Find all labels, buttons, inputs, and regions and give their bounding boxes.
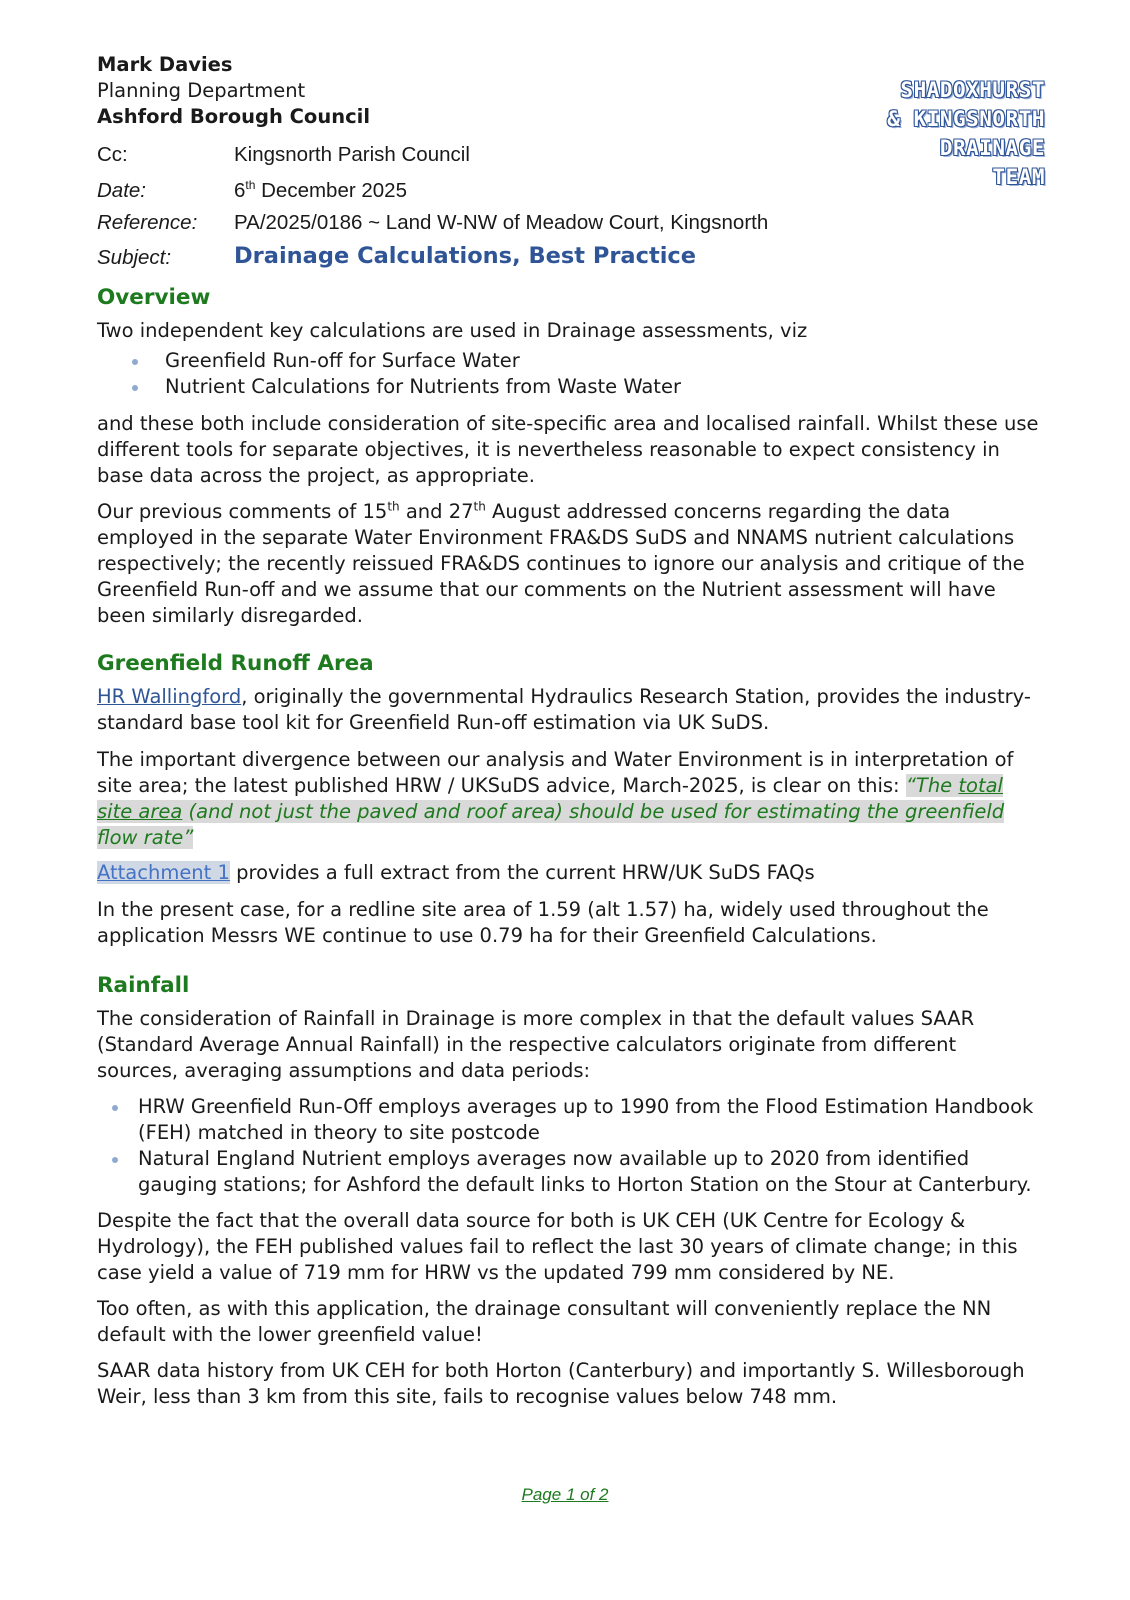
rainfall-paragraph-3 xyxy=(97,1296,1072,1348)
rainfall-paragraph-1 xyxy=(97,1006,1072,1084)
text-line: been similarly disregarded. xyxy=(97,604,363,627)
text-line: base data across the project, as appropriate. xyxy=(97,464,535,487)
text-span: , originally the governmental Hydraulics Research Station, provides the industry- xyxy=(241,685,1031,708)
hr-wallingford-link[interactable]: HR Wallingford xyxy=(97,685,242,708)
rainfall-paragraph-4 xyxy=(97,1358,1072,1410)
date-day: 6 xyxy=(234,179,246,202)
bullet-dot xyxy=(132,359,138,365)
text-line: sources, averaging assumptions and data periods: xyxy=(97,1059,591,1082)
overview-heading: Overview xyxy=(97,285,211,310)
date-value xyxy=(234,179,407,203)
cc-label: Cc: xyxy=(97,143,128,166)
text-line: Too often, as with this application, the drainage consultant will conveniently replace the NN xyxy=(97,1297,992,1320)
text-span: provides a full extract from the current HRW/UK SuDS FAQs xyxy=(229,861,815,884)
text-span: (and not just the paved and roof area) should be used for estimating the greenfield xyxy=(182,800,1005,823)
text-span: August addressed concerns regarding the data xyxy=(485,500,951,523)
text-line: application Messrs WE continue to use 0.79 ha for their Greenfield Calculations. xyxy=(97,924,877,947)
quote-highlight xyxy=(97,800,1004,823)
overview-paragraph-2 xyxy=(97,499,1072,629)
text-line: Weir, less than 3 km from this site, fails to recognise values below 748 mm. xyxy=(97,1385,838,1408)
text-line: Natural England Nutrient employs averages now available up to 2020 from identified xyxy=(138,1147,970,1170)
text-line: case yield a value of 719 mm for HRW vs the updated 799 mm considered by NE. xyxy=(97,1261,895,1284)
rainfall-heading: Rainfall xyxy=(97,973,190,998)
text-span: and 27 xyxy=(399,500,474,523)
text-span: Our previous comments of 15 xyxy=(97,500,388,523)
date-suffix: th xyxy=(245,178,256,193)
page-number: Page 1 of 2 xyxy=(521,1485,609,1504)
text-line: respectively; the recently reissued FRA&DS continues to ignore our analysis and critique of the xyxy=(97,552,1025,575)
logo-line: DRAINAGE xyxy=(939,136,1045,160)
drainage-team-logo xyxy=(840,76,1045,192)
greenfield-paragraph-3 xyxy=(97,860,1072,886)
text-line: Despite the fact that the overall data source for both is UK CEH (UK Centre for Ecology & xyxy=(97,1209,966,1232)
quote-highlight: flow rate” xyxy=(97,826,194,849)
text-line: Greenfield Run-off and we assume that our comments on the Nutrient assessment will have xyxy=(97,578,996,601)
text-line: The important divergence between our analysis and Water Environment is in interpretation of xyxy=(97,748,1014,771)
logo-line: SHADOXHURST xyxy=(900,78,1045,102)
overview-paragraph-1 xyxy=(97,411,1072,489)
text-line xyxy=(97,773,1072,799)
text-line: In the present case, for a redline site area of 1.59 (alt 1.57) ha, widely used throughout the xyxy=(97,898,989,921)
recipient-name: Mark Davies xyxy=(97,53,233,76)
text-line: and these both include consideration of site-specific area and localised rainfall. Whilst these use xyxy=(97,412,1039,435)
recipient-department: Planning Department xyxy=(97,79,306,102)
greenfield-paragraph-2 xyxy=(97,747,1072,851)
text-line xyxy=(97,684,1072,710)
bullet-dot xyxy=(112,1157,118,1163)
text-line xyxy=(97,799,1072,825)
text-line: standard base tool kit for Greenfield Run-off estimation via UK SuDS. xyxy=(97,711,770,734)
text-span: total xyxy=(958,774,1003,797)
greenfield-paragraph-4 xyxy=(97,897,1072,949)
rainfall-bullet-2 xyxy=(138,1146,1032,1198)
ordinal-suffix: th xyxy=(473,499,486,514)
text-line: employed in the separate Water Environment FRA&DS SuDS and NNAMS nutrient calculations xyxy=(97,526,1015,549)
attachment-1-link[interactable]: Attachment 1 xyxy=(97,861,230,884)
logo-line: & KINGSNORTH xyxy=(887,107,1045,131)
text-line: HRW Greenfield Run-Off employs averages up to 1990 from the Flood Estimation Handbook xyxy=(138,1095,1034,1118)
text-line: different tools for separate objectives, it is nevertheless reasonable to expect consistency in xyxy=(97,438,1000,461)
logo-line: TEAM xyxy=(992,165,1045,189)
overview-bullet: Greenfield Run-off for Surface Water xyxy=(165,349,520,372)
quote-highlight xyxy=(906,774,1003,797)
text-line: gauging stations; for Ashford the default links to Horton Station on the Stour at Canterbury. xyxy=(138,1173,1032,1196)
text-line xyxy=(97,860,1072,886)
text-line: The consideration of Rainfall in Drainage is more complex in that the default values SAAR xyxy=(97,1007,975,1030)
greenfield-heading: Greenfield Runoff Area xyxy=(97,651,374,676)
text-line xyxy=(97,499,1072,525)
ordinal-suffix: th xyxy=(387,499,400,514)
cc-value: Kingsnorth Parish Council xyxy=(234,143,470,166)
bullet-dot xyxy=(132,385,138,391)
overview-intro: Two independent key calculations are used in Drainage assessments, viz xyxy=(97,319,808,342)
rainfall-paragraph-2 xyxy=(97,1208,1072,1286)
subject-label: Subject: xyxy=(97,246,172,269)
reference-label: Reference: xyxy=(97,211,198,234)
text-line: (FEH) matched in theory to site postcode xyxy=(138,1121,540,1144)
subject-value: Drainage Calculations, Best Practice xyxy=(234,243,697,269)
text-line: default with the lower greenfield value! xyxy=(97,1323,483,1346)
date-label: Date: xyxy=(97,179,146,202)
overview-bullet: Nutrient Calculations for Nutrients from Waste Water xyxy=(165,375,681,398)
text-line: (Standard Average Annual Rainfall) in the respective calculators originate from different xyxy=(97,1033,957,1056)
text-line xyxy=(97,825,1072,851)
text-span: site area; the latest published HRW / UKSuDS advice, March-2025, is clear on this: xyxy=(97,774,906,797)
recipient-council: Ashford Borough Council xyxy=(97,105,371,128)
rainfall-bullet-1 xyxy=(138,1094,1033,1146)
text-span: site area xyxy=(97,800,183,823)
bullet-dot xyxy=(112,1105,118,1111)
text-line: SAAR data history from UK CEH for both Horton (Canterbury) and importantly S. Willesborough xyxy=(97,1359,1025,1382)
text-span: “The xyxy=(905,774,959,797)
reference-value: PA/2025/0186 ~ Land W-NW of Meadow Court, Kingsnorth xyxy=(234,211,769,234)
text-line: Hydrology), the FEH published values fail to reflect the last 30 years of climate change; in this xyxy=(97,1235,1018,1258)
date-rest: December 2025 xyxy=(255,179,407,202)
greenfield-paragraph-1 xyxy=(97,684,1072,736)
